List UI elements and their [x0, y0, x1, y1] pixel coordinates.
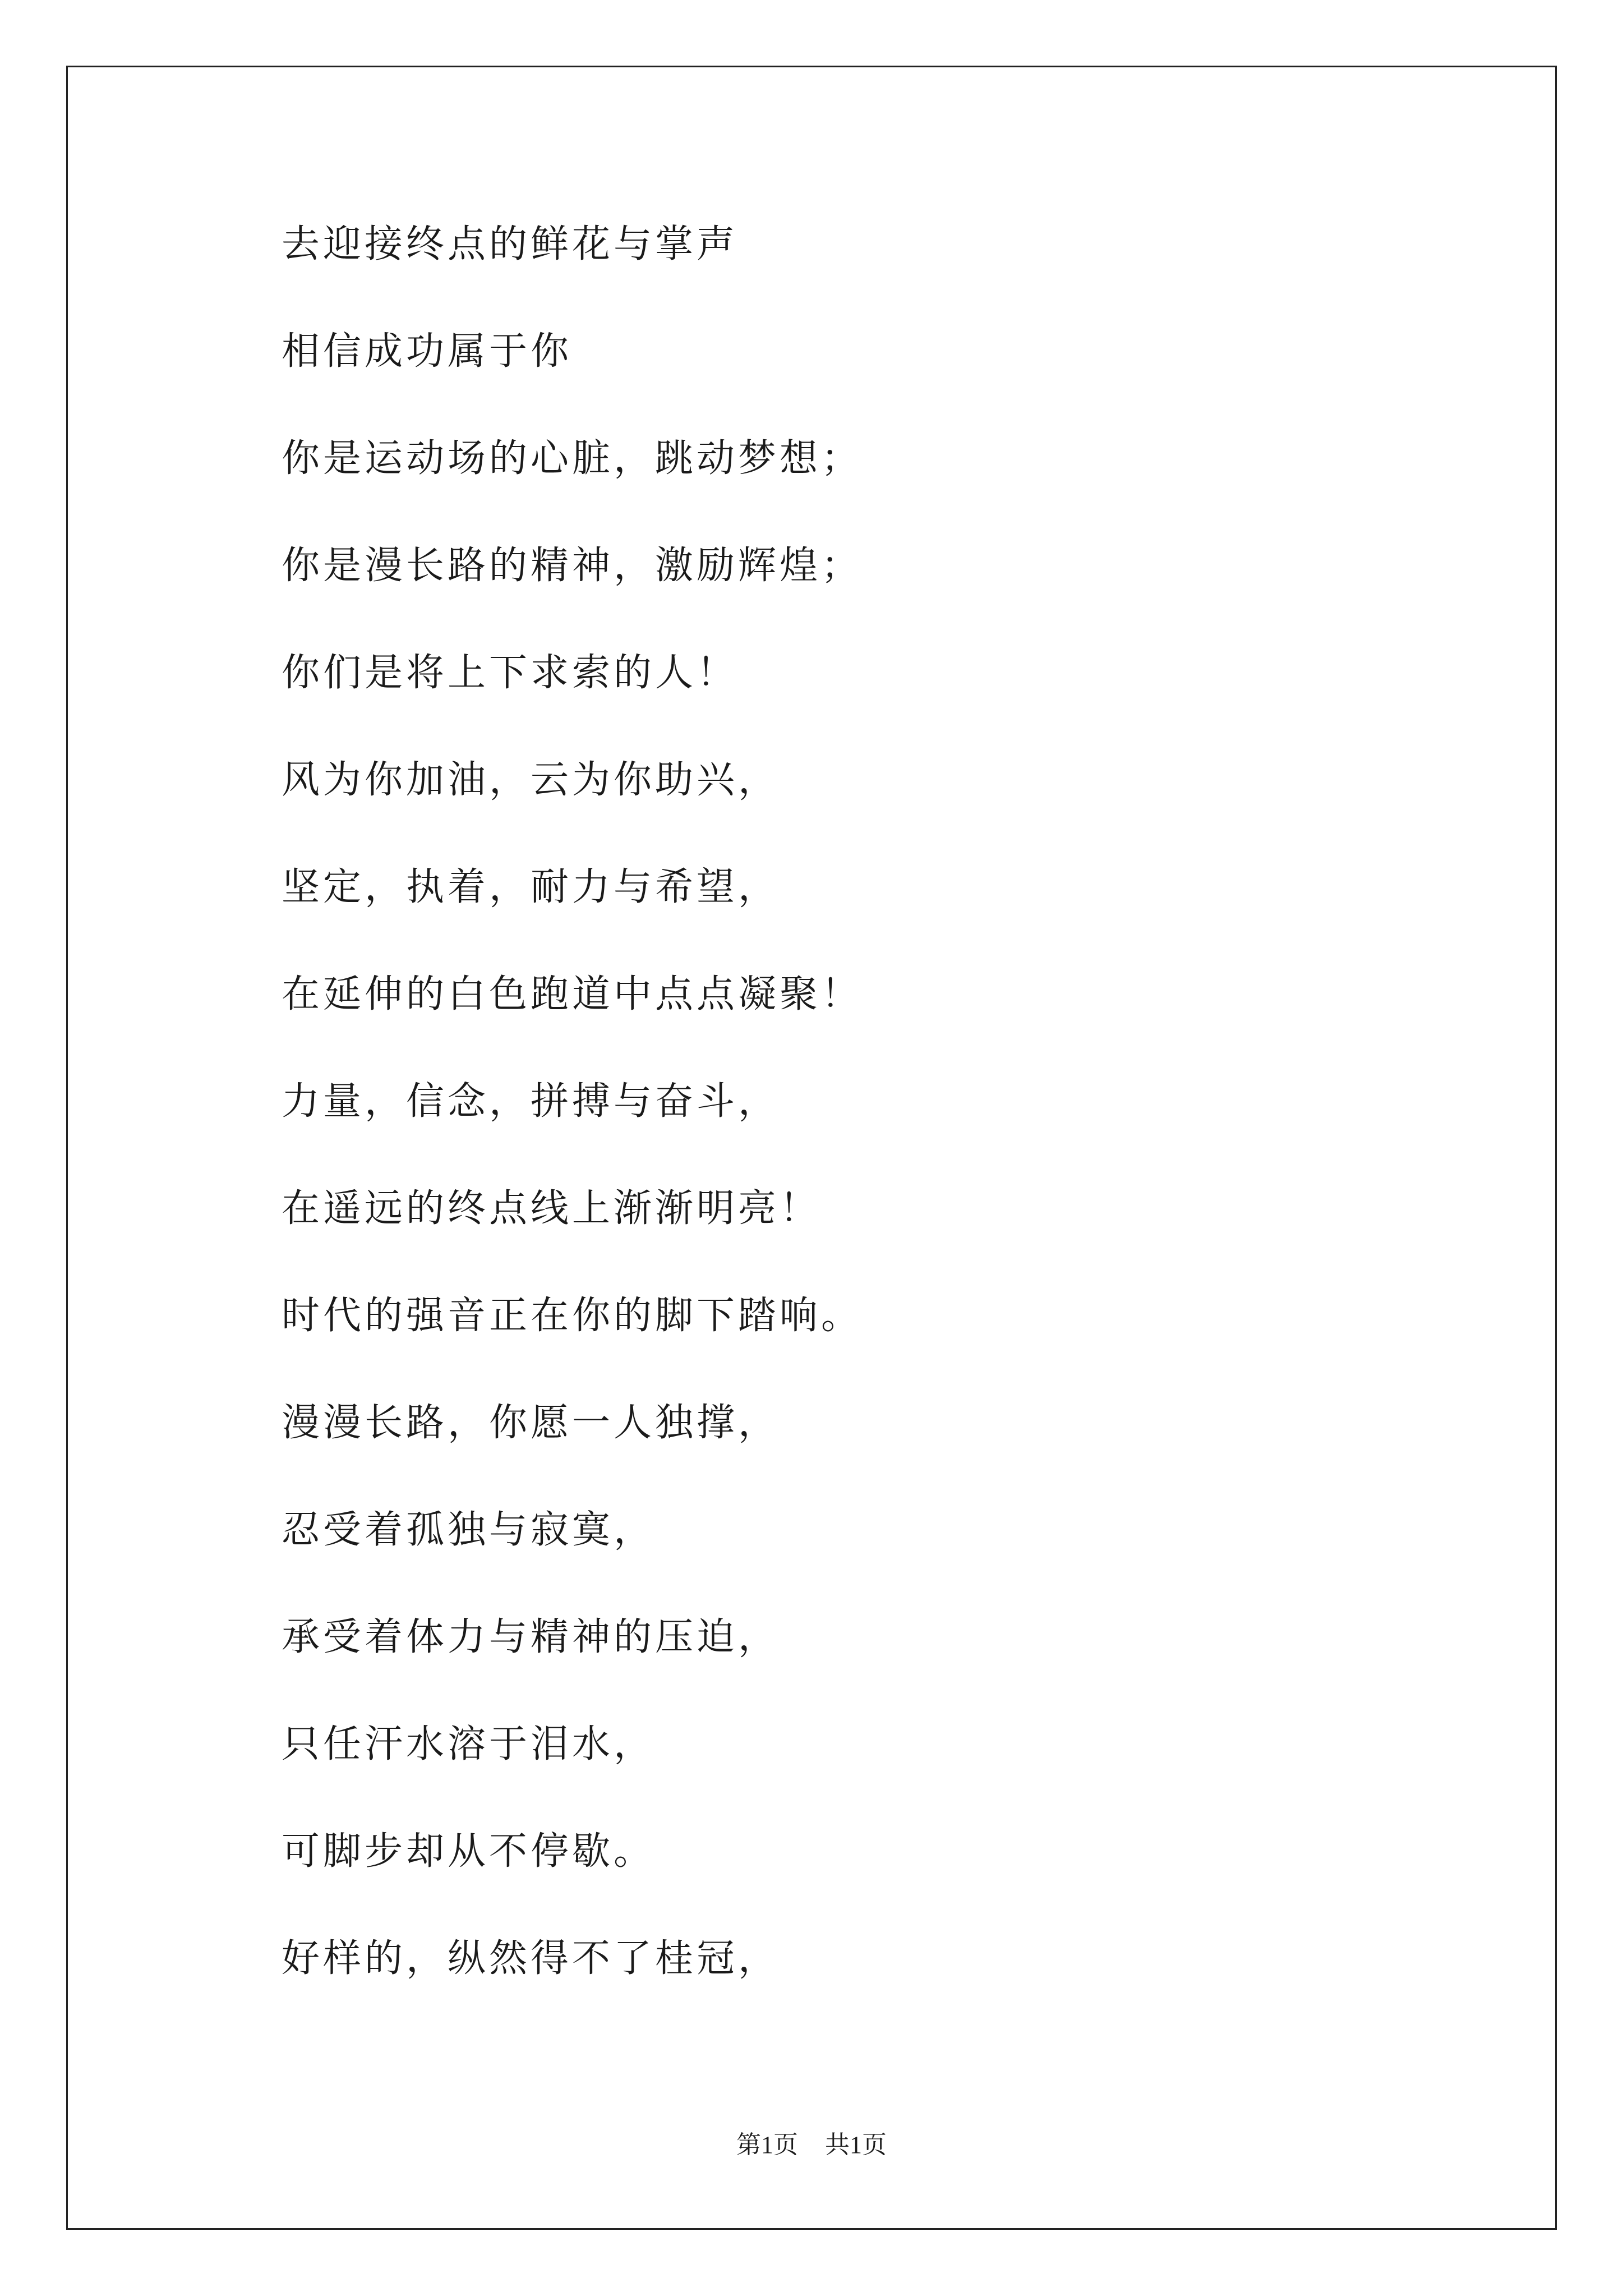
page-border [66, 66, 1557, 2230]
poem-line: 忍受着孤独与寂寞， [282, 1508, 656, 1552]
poem-line: 力量，信念，拼搏与奋斗， [282, 1079, 780, 1124]
poem-line: 承受着体力与精神的压迫， [282, 1615, 780, 1659]
page-number: 第1页 [736, 2131, 798, 2159]
poem-line: 你是运动场的心脏，跳动梦想； [282, 436, 863, 481]
page-total: 共1页 [825, 2131, 887, 2159]
poem-line: 相信成功属于你 [282, 329, 573, 374]
poem-line: 坚定，执着，耐力与希望， [282, 865, 780, 909]
poem-line: 风为你加油，云为你助兴， [282, 758, 780, 802]
poem-line: 去迎接终点的鲜花与掌声 [282, 222, 739, 266]
poem-line: 时代的强音正在你的脚下踏响。 [282, 1294, 863, 1338]
poem-line: 在遥远的终点线上渐渐明亮！ [282, 1186, 822, 1231]
page-footer [0, 2129, 1623, 2161]
poem-line: 可脚步却从不停歇。 [282, 1829, 656, 1874]
poem-line: 在延伸的白色跑道中点点凝聚！ [282, 972, 863, 1016]
poem-line: 好样的，纵然得不了桂冠， [282, 1936, 780, 1981]
poem-line: 你们是将上下求索的人！ [282, 651, 739, 695]
poem-line: 你是漫长路的精神，激励辉煌； [282, 544, 863, 588]
poem-line: 漫漫长路，你愿一人独撑， [282, 1401, 780, 1445]
poem-line: 只任汗水溶于泪水， [282, 1722, 656, 1766]
